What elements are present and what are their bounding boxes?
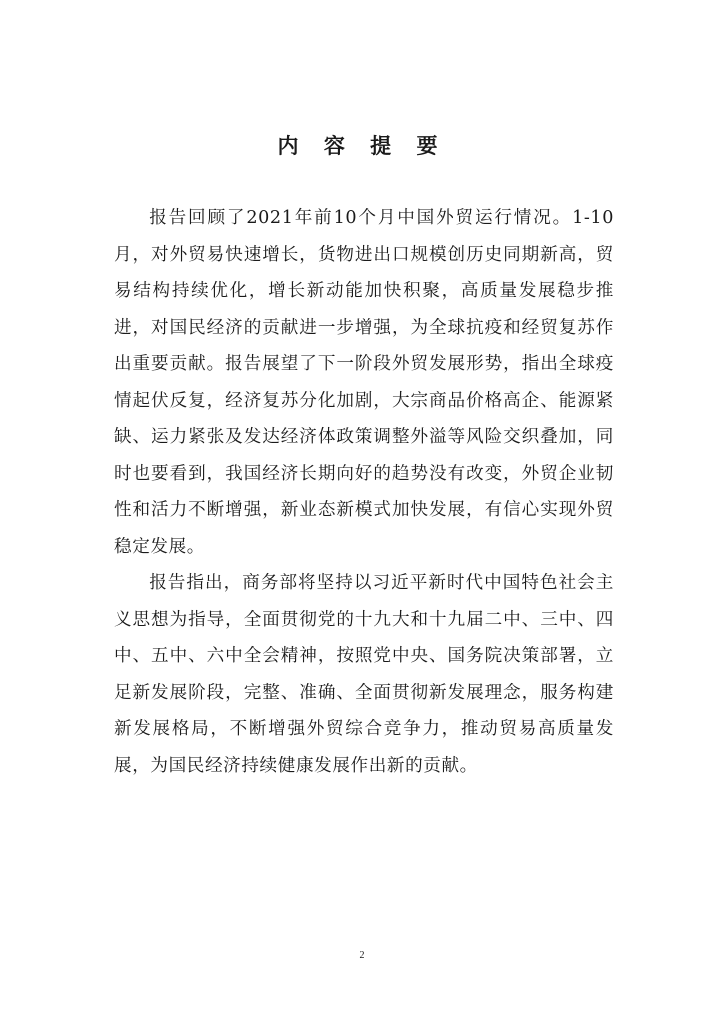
page-title: 内 容 提 要 [277, 134, 447, 158]
page-number: 2 [359, 950, 365, 961]
summary-body [114, 200, 614, 784]
summary-paragraph-1: 报告回顾了2021年前10个月中国外贸运行情况。1-10月，对外贸易快速增长，货物进出口规模创历史同期新高，贸易结构持续优化，增长新动能加快积聚，高质量发展稳步推进，对国民经济的贡献进一步增强，为全球抗疫和经贸复苏作出重要贡献。报告展望了下一阶段外贸发展形势，指出全球疫情起伏反复，经济复苏分化加剧，大宗商品价格高企、能源紧缺、运力紧张及发达经济体政策调整外溢等风险交织叠加，同时也要看到，我国经济长期向好的趋势没有改变，外贸企业韧性和活力不断增强，新业态新模式加快发展，有信心实现外贸稳定发展。 [114, 208, 614, 557]
summary-paragraph-2: 报告指出，商务部将坚持以习近平新时代中国特色社会主义思想为指导，全面贯彻党的十九大和十九届二中、三中、四中、五中、六中全会精神，按照党中央、国务院决策部署，立足新发展阶段，完整、准确、全面贯彻新发展理念，服务构建新发展格局，不断增强外贸综合竞争力，推动贸易高质量发展，为国民经济持续健康发展作出新的贡献。 [114, 573, 614, 776]
